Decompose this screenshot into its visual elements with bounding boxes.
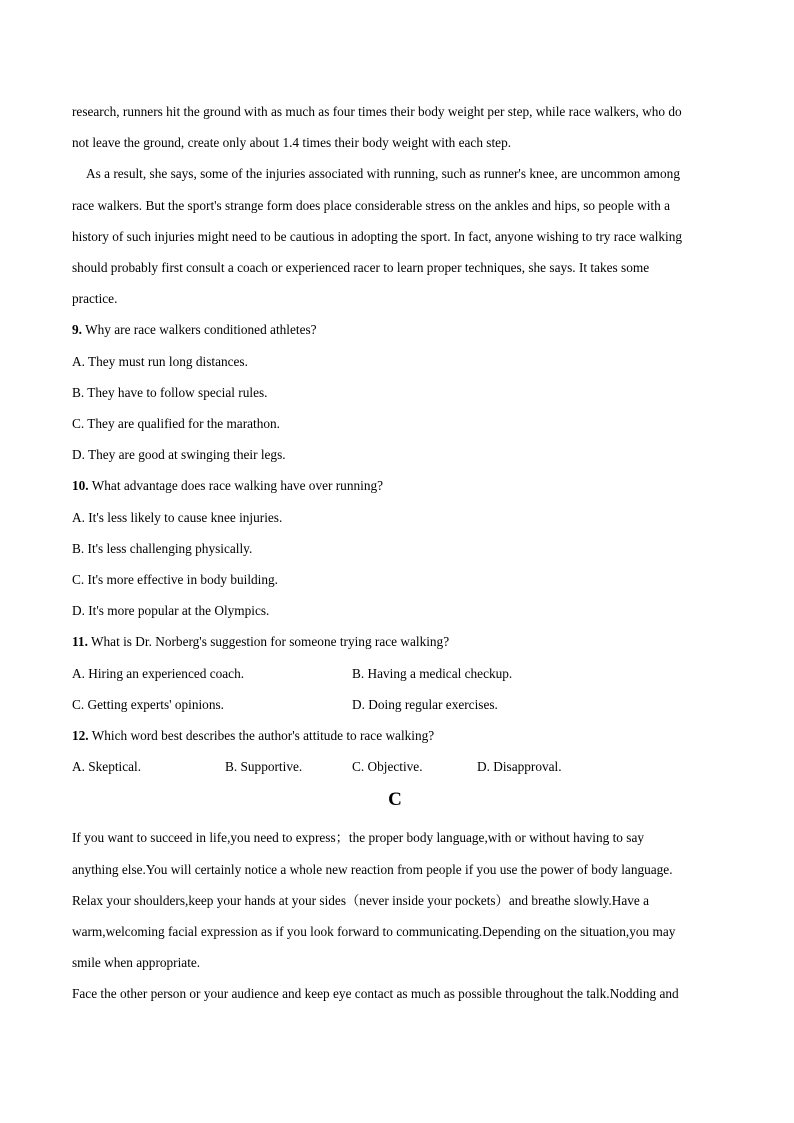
text-line: research, runners hit the ground with as much as four times their body weight per step, while race walkers, who do [72,104,682,119]
question-9 [72,314,718,345]
question-10-option-a: A. It's less likely to cause knee injuries. [72,509,283,525]
question-12 [72,720,718,751]
section-c-title: C [388,789,402,811]
text-line: race walkers. But the sport's strange form does place considerable stress on the ankles and hips, so people with a [72,197,671,213]
text-line: As a result, she says, some of the injuries associated with running, such as runner's knee, are uncommon among [86,166,680,182]
text-line: If you want to succeed in life,you need to express；the proper body language,with or without having to say [72,830,644,846]
question-9-option-d: D. They are good at swinging their legs. [72,447,286,463]
question-11-option-b: B. Having a medical checkup. [352,665,513,681]
question-11-options-row-2 [72,689,718,720]
question-10 [72,470,718,501]
question-text: What advantage does race walking have over running? [91,478,384,494]
question-12-option-d: D. Disapproval. [477,759,562,775]
section-c-paragraph-1 [72,822,718,978]
question-12-options-row [72,751,718,782]
question-9-option-b: B. They have to follow special rules. [72,384,268,400]
text-line: should probably first consult a coach or experienced racer to learn proper techniques, she says. It takes some [72,260,650,276]
text-line: Face the other person or your audience and keep eye contact as much as possible throughout the talk.Nodding and [72,986,679,1002]
text-line: anything else.You will certainly notice a whole new reaction from people if you use the power of body language. [72,861,673,877]
question-11-option-c: C. Getting experts' opinions. [72,696,224,712]
question-12-option-a: A. Skeptical. [72,759,142,775]
question-12-option-c: C. Objective. [352,759,423,775]
question-10-option-d: D. It's more popular at the Olympics. [72,603,270,619]
text-line: practice. [72,291,118,307]
question-12-option-b: B. Supportive. [225,759,303,775]
question-11 [72,626,718,657]
text-line: smile when appropriate. [72,955,201,971]
passage-b-paragraph-2 [72,158,718,314]
question-9-option-a: A. They must run long distances. [72,353,248,369]
question-number: 10. [72,478,89,494]
question-11-option-a: A. Hiring an experienced coach. [72,665,245,681]
question-number: 9. [72,322,82,338]
question-text: Why are race walkers conditioned athletes? [85,322,317,338]
text-line: not leave the ground, create only about 1.4 times their body weight with each step. [72,135,512,151]
text-line: warm,welcoming facial expression as if you look forward to communicating.Depending on the situation,you may [72,924,676,940]
passage-b-paragraph-1 [72,96,718,158]
question-number: 11. [72,634,88,650]
question-11-options-row-1 [72,658,718,689]
section-c-paragraph-2 [72,978,718,1009]
question-number: 12. [72,728,89,744]
question-9-option-c: C. They are qualified for the marathon. [72,416,280,432]
question-text: What is Dr. Norberg's suggestion for someone trying race walking? [90,634,450,650]
question-11-option-d: D. Doing regular exercises. [352,696,498,712]
question-10-option-c: C. It's more effective in body building. [72,572,278,588]
question-text: Which word best describes the author's attitude to race walking? [91,728,435,744]
text-line: history of such injuries might need to be cautious in adopting the sport. In fact, anyone wishing to try race walking [72,228,683,244]
question-10-option-b: B. It's less challenging physically. [72,540,253,556]
text-line: Relax your shoulders,keep your hands at your sides（never inside your pockets）and breathe slowly.Have a [72,892,650,908]
document-page [72,96,718,1010]
